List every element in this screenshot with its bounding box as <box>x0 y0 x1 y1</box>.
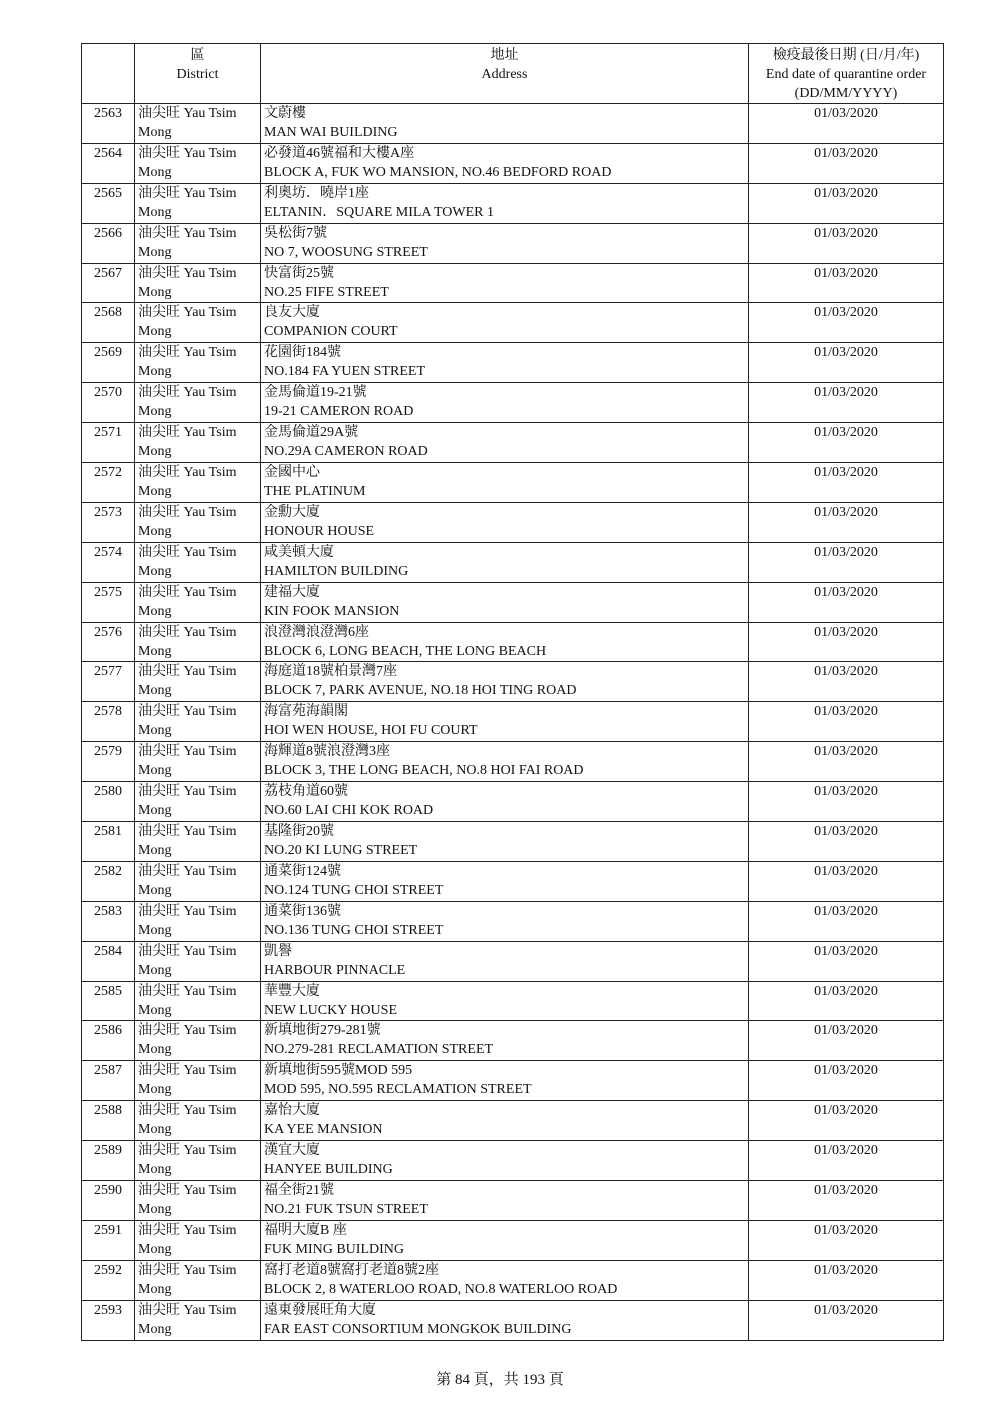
row-end-date: 01/03/2020 <box>749 1220 944 1260</box>
row-address <box>261 782 749 822</box>
row-end-date: 01/03/2020 <box>749 343 944 383</box>
address-english: HONOUR HOUSE <box>264 523 375 539</box>
address-english: HAMILTON BUILDING <box>264 563 409 579</box>
address-chinese: 金國中心 <box>264 465 320 481</box>
row-number: 2579 <box>82 742 135 782</box>
address-english: THE PLATINUM <box>264 484 366 500</box>
address-english: HOI WEN HOUSE, HOI FU COURT <box>264 723 478 739</box>
district-line-2: Mong <box>138 1002 172 1018</box>
table-row <box>82 263 944 303</box>
address-english: FAR EAST CONSORTIUM MONGKOK BUILDING <box>264 1321 572 1337</box>
address-chinese: 新填地街595號MOD 595 <box>264 1063 413 1079</box>
district-line-2: Mong <box>138 404 172 420</box>
address-chinese: 金勳大廈 <box>264 504 320 520</box>
row-number: 2586 <box>82 1021 135 1061</box>
row-number: 2565 <box>82 183 135 223</box>
district-line-2: Mong <box>138 723 172 739</box>
row-number: 2593 <box>82 1300 135 1340</box>
header-district: 區 District <box>135 44 261 104</box>
row-address <box>261 502 749 542</box>
district-line-2: Mong <box>138 164 172 180</box>
district-line-2: Mong <box>138 1281 172 1297</box>
row-district <box>135 463 261 503</box>
row-district <box>135 1061 261 1101</box>
table-row <box>82 104 944 144</box>
row-district <box>135 423 261 463</box>
row-number: 2564 <box>82 143 135 183</box>
address-english: NO.21 FUK TSUN STREET <box>264 1202 428 1218</box>
row-address <box>261 183 749 223</box>
table-row <box>82 1141 944 1181</box>
row-end-date: 01/03/2020 <box>749 1061 944 1101</box>
district-line-2: Mong <box>138 643 172 659</box>
row-district <box>135 622 261 662</box>
district-line-2: Mong <box>138 1321 172 1337</box>
table-row <box>82 383 944 423</box>
address-chinese: 必發道46號福和大樓A座 <box>264 145 415 161</box>
table-row <box>82 463 944 503</box>
district-line-1: 油尖旺 Yau Tsim <box>138 425 237 441</box>
quarantine-table <box>81 43 944 1341</box>
row-district <box>135 782 261 822</box>
address-chinese: 嘉怡大廈 <box>264 1103 320 1119</box>
row-number: 2589 <box>82 1141 135 1181</box>
district-line-2: Mong <box>138 324 172 340</box>
address-english: NO.136 TUNG CHOI STREET <box>264 922 444 938</box>
address-english: NO.184 FA YUEN STREET <box>264 364 425 380</box>
row-district <box>135 542 261 582</box>
address-english: BLOCK 2, 8 WATERLOO ROAD, NO.8 WATERLOO ROAD <box>264 1281 618 1297</box>
row-address <box>261 662 749 702</box>
district-line-2: Mong <box>138 922 172 938</box>
row-address <box>261 343 749 383</box>
row-end-date: 01/03/2020 <box>749 183 944 223</box>
row-address <box>261 423 749 463</box>
district-line-1: 油尖旺 Yau Tsim <box>138 824 237 840</box>
row-address <box>261 861 749 901</box>
header-number <box>82 44 135 104</box>
address-chinese: 金馬倫道19-21號 <box>264 385 367 401</box>
address-chinese: 通菜街136號 <box>264 903 341 919</box>
row-number: 2570 <box>82 383 135 423</box>
table-row <box>82 941 944 981</box>
row-district <box>135 861 261 901</box>
table-row <box>82 662 944 702</box>
row-end-date: 01/03/2020 <box>749 941 944 981</box>
row-address <box>261 1181 749 1221</box>
address-english: ELTANIN．SQUARE MILA TOWER 1 <box>264 204 495 220</box>
address-english: FUK MING BUILDING <box>264 1241 404 1257</box>
district-line-2: Mong <box>138 444 172 460</box>
row-district <box>135 1021 261 1061</box>
table-row <box>82 1181 944 1221</box>
table-row <box>82 343 944 383</box>
address-english: NO.124 TUNG CHOI STREET <box>264 882 444 898</box>
table-row <box>82 303 944 343</box>
row-district <box>135 263 261 303</box>
row-end-date: 01/03/2020 <box>749 662 944 702</box>
district-line-1: 油尖旺 Yau Tsim <box>138 504 237 520</box>
row-district <box>135 981 261 1021</box>
address-chinese: 窩打老道8號窩打老道8號2座 <box>264 1262 439 1278</box>
row-address <box>261 303 749 343</box>
address-chinese: 新填地街279-281號 <box>264 1023 381 1039</box>
row-end-date: 01/03/2020 <box>749 463 944 503</box>
row-address <box>261 463 749 503</box>
address-chinese: 花園街184號 <box>264 345 341 361</box>
district-line-1: 油尖旺 Yau Tsim <box>138 544 237 560</box>
district-line-2: Mong <box>138 284 172 300</box>
row-address <box>261 622 749 662</box>
row-district <box>135 1300 261 1340</box>
address-english: BLOCK 3, THE LONG BEACH, NO.8 HOI FAI ROAD <box>264 763 584 779</box>
row-number: 2583 <box>82 901 135 941</box>
table-row <box>82 782 944 822</box>
row-address <box>261 223 749 263</box>
address-chinese: 漢宜大廈 <box>264 1143 320 1159</box>
row-address <box>261 981 749 1021</box>
row-district <box>135 1101 261 1141</box>
row-end-date: 01/03/2020 <box>749 702 944 742</box>
district-line-1: 油尖旺 Yau Tsim <box>138 584 237 600</box>
row-address <box>261 143 749 183</box>
row-number: 2574 <box>82 542 135 582</box>
row-end-date: 01/03/2020 <box>749 143 944 183</box>
row-number: 2575 <box>82 582 135 622</box>
district-line-1: 油尖旺 Yau Tsim <box>138 664 237 680</box>
table-row <box>82 582 944 622</box>
row-end-date: 01/03/2020 <box>749 263 944 303</box>
address-chinese: 吳松街7號 <box>264 225 327 241</box>
row-district <box>135 582 261 622</box>
district-line-2: Mong <box>138 683 172 699</box>
district-line-1: 油尖旺 Yau Tsim <box>138 225 237 241</box>
district-line-1: 油尖旺 Yau Tsim <box>138 1103 237 1119</box>
address-chinese: 海輝道8號浪澄灣3座 <box>264 744 390 760</box>
row-end-date: 01/03/2020 <box>749 1181 944 1221</box>
address-english: HANYEE BUILDING <box>264 1162 393 1178</box>
row-address <box>261 702 749 742</box>
row-end-date: 01/03/2020 <box>749 303 944 343</box>
district-line-1: 油尖旺 Yau Tsim <box>138 624 237 640</box>
district-line-1: 油尖旺 Yau Tsim <box>138 1262 237 1278</box>
district-line-2: Mong <box>138 763 172 779</box>
row-number: 2572 <box>82 463 135 503</box>
district-line-2: Mong <box>138 962 172 978</box>
row-end-date: 01/03/2020 <box>749 782 944 822</box>
district-line-2: Mong <box>138 1202 172 1218</box>
row-district <box>135 183 261 223</box>
address-english: NEW LUCKY HOUSE <box>264 1002 397 1018</box>
address-chinese: 快富街25號 <box>264 265 334 281</box>
row-district <box>135 702 261 742</box>
row-number: 2571 <box>82 423 135 463</box>
row-district <box>135 143 261 183</box>
address-english: MOD 595, NO.595 RECLAMATION STREET <box>264 1082 532 1098</box>
district-line-1: 油尖旺 Yau Tsim <box>138 1023 237 1039</box>
district-line-1: 油尖旺 Yau Tsim <box>138 903 237 919</box>
row-number: 2568 <box>82 303 135 343</box>
address-chinese: 通菜街124號 <box>264 863 341 879</box>
row-end-date: 01/03/2020 <box>749 502 944 542</box>
row-end-date: 01/03/2020 <box>749 1141 944 1181</box>
district-line-2: Mong <box>138 204 172 220</box>
header-address: 地址 Address <box>261 44 749 104</box>
row-number: 2566 <box>82 223 135 263</box>
row-district <box>135 662 261 702</box>
row-end-date: 01/03/2020 <box>749 861 944 901</box>
row-address <box>261 742 749 782</box>
district-line-2: Mong <box>138 882 172 898</box>
table-row <box>82 223 944 263</box>
address-chinese: 良友大廈 <box>264 305 320 321</box>
row-number: 2587 <box>82 1061 135 1101</box>
district-line-2: Mong <box>138 843 172 859</box>
district-line-2: Mong <box>138 125 172 140</box>
district-line-1: 油尖旺 Yau Tsim <box>138 1302 237 1318</box>
row-end-date: 01/03/2020 <box>749 901 944 941</box>
row-number: 2588 <box>82 1101 135 1141</box>
district-line-1: 油尖旺 Yau Tsim <box>138 1222 237 1238</box>
address-english: BLOCK A, FUK WO MANSION, NO.46 BEDFORD ROAD <box>264 164 612 180</box>
address-chinese: 建福大廈 <box>264 584 320 600</box>
row-address <box>261 1101 749 1141</box>
row-number: 2582 <box>82 861 135 901</box>
address-chinese: 遠東發展旺角大廈 <box>264 1302 376 1318</box>
row-number: 2573 <box>82 502 135 542</box>
row-district <box>135 822 261 862</box>
table-row <box>82 542 944 582</box>
district-line-2: Mong <box>138 1162 172 1178</box>
table-row <box>82 901 944 941</box>
address-english: NO.29A CAMERON ROAD <box>264 444 428 460</box>
row-address <box>261 822 749 862</box>
table-row <box>82 861 944 901</box>
district-line-1: 油尖旺 Yau Tsim <box>138 385 237 401</box>
row-end-date: 01/03/2020 <box>749 1300 944 1340</box>
row-number: 2563 <box>82 104 135 144</box>
address-english: NO.20 KI LUNG STREET <box>264 843 418 859</box>
address-chinese: 咸美頓大廈 <box>264 544 334 560</box>
row-district <box>135 901 261 941</box>
district-line-1: 油尖旺 Yau Tsim <box>138 704 237 720</box>
header-end-date: 檢疫最後日期 (日/月/年) End date of quarantine order (DD/MM/YYYY) <box>749 44 944 104</box>
table-row <box>82 702 944 742</box>
row-end-date: 01/03/2020 <box>749 1260 944 1300</box>
row-end-date: 01/03/2020 <box>749 542 944 582</box>
row-address <box>261 542 749 582</box>
row-district <box>135 1141 261 1181</box>
row-end-date: 01/03/2020 <box>749 1101 944 1141</box>
address-english: KA YEE MANSION <box>264 1122 383 1138</box>
district-line-2: Mong <box>138 484 172 500</box>
table-row <box>82 981 944 1021</box>
row-end-date: 01/03/2020 <box>749 383 944 423</box>
address-english: NO.25 FIFE STREET <box>264 284 389 300</box>
table-row <box>82 423 944 463</box>
row-address <box>261 1061 749 1101</box>
address-english: MAN WAI BUILDING <box>264 125 398 140</box>
address-english: NO 7, WOOSUNG STREET <box>264 244 428 260</box>
row-number: 2584 <box>82 941 135 981</box>
table-row <box>82 1300 944 1340</box>
row-district <box>135 1181 261 1221</box>
district-line-1: 油尖旺 Yau Tsim <box>138 1063 237 1079</box>
address-chinese: 福全街21號 <box>264 1183 334 1199</box>
district-line-2: Mong <box>138 523 172 539</box>
row-end-date: 01/03/2020 <box>749 1021 944 1061</box>
table-header-row <box>82 44 944 104</box>
district-line-1: 油尖旺 Yau Tsim <box>138 265 237 281</box>
row-number: 2590 <box>82 1181 135 1221</box>
row-district <box>135 104 261 144</box>
address-english: HARBOUR PINNACLE <box>264 962 406 978</box>
row-end-date: 01/03/2020 <box>749 822 944 862</box>
address-chinese: 金馬倫道29A號 <box>264 425 359 441</box>
row-address <box>261 1220 749 1260</box>
row-end-date: 01/03/2020 <box>749 104 944 144</box>
table-row <box>82 1260 944 1300</box>
table-row <box>82 143 944 183</box>
district-line-1: 油尖旺 Yau Tsim <box>138 784 237 800</box>
row-address <box>261 582 749 622</box>
row-address <box>261 383 749 423</box>
table-row <box>82 1101 944 1141</box>
row-number: 2591 <box>82 1220 135 1260</box>
address-chinese: 文蔚樓 <box>264 106 306 121</box>
table-row <box>82 742 944 782</box>
table-row <box>82 622 944 662</box>
district-line-2: Mong <box>138 1241 172 1257</box>
district-line-2: Mong <box>138 563 172 579</box>
address-chinese: 利奧坊．曉岸1座 <box>264 185 369 201</box>
address-english: BLOCK 7, PARK AVENUE, NO.18 HOI TING ROAD <box>264 683 577 699</box>
district-line-1: 油尖旺 Yau Tsim <box>138 345 237 361</box>
district-line-1: 油尖旺 Yau Tsim <box>138 106 237 121</box>
row-address <box>261 901 749 941</box>
row-address <box>261 104 749 144</box>
row-end-date: 01/03/2020 <box>749 582 944 622</box>
row-district <box>135 383 261 423</box>
row-end-date: 01/03/2020 <box>749 423 944 463</box>
row-end-date: 01/03/2020 <box>749 742 944 782</box>
district-line-1: 油尖旺 Yau Tsim <box>138 305 237 321</box>
address-english: COMPANION COURT <box>264 324 398 340</box>
row-district <box>135 343 261 383</box>
row-district <box>135 1220 261 1260</box>
row-district <box>135 742 261 782</box>
row-district <box>135 502 261 542</box>
address-english: NO.279-281 RECLAMATION STREET <box>264 1042 494 1058</box>
row-address <box>261 1141 749 1181</box>
table-row <box>82 1220 944 1260</box>
row-number: 2576 <box>82 622 135 662</box>
address-chinese: 海庭道18號柏景灣7座 <box>264 664 397 680</box>
district-line-1: 油尖旺 Yau Tsim <box>138 1183 237 1199</box>
row-address <box>261 263 749 303</box>
row-number: 2569 <box>82 343 135 383</box>
row-number: 2567 <box>82 263 135 303</box>
address-english: BLOCK 6, LONG BEACH, THE LONG BEACH <box>264 643 547 659</box>
row-district <box>135 1260 261 1300</box>
row-number: 2578 <box>82 702 135 742</box>
row-address <box>261 1021 749 1061</box>
table-row <box>82 822 944 862</box>
address-chinese: 海富苑海韻閣 <box>264 704 348 720</box>
district-line-2: Mong <box>138 603 172 619</box>
district-line-1: 油尖旺 Yau Tsim <box>138 1143 237 1159</box>
table-row <box>82 1021 944 1061</box>
address-chinese: 基隆街20號 <box>264 824 334 840</box>
row-address <box>261 1260 749 1300</box>
address-english: NO.60 LAI CHI KOK ROAD <box>264 803 434 819</box>
row-address <box>261 941 749 981</box>
district-line-1: 油尖旺 Yau Tsim <box>138 465 237 481</box>
table-row <box>82 502 944 542</box>
row-district <box>135 303 261 343</box>
row-number: 2592 <box>82 1260 135 1300</box>
address-chinese: 凱譽 <box>264 943 292 959</box>
row-number: 2580 <box>82 782 135 822</box>
page-footer: 第 84 頁，共 193 頁 <box>436 1372 564 1388</box>
district-line-1: 油尖旺 Yau Tsim <box>138 145 237 161</box>
address-english: KIN FOOK MANSION <box>264 603 400 619</box>
row-end-date: 01/03/2020 <box>749 223 944 263</box>
row-end-date: 01/03/2020 <box>749 622 944 662</box>
district-line-2: Mong <box>138 364 172 380</box>
district-line-2: Mong <box>138 244 172 260</box>
district-line-2: Mong <box>138 1122 172 1138</box>
row-number: 2577 <box>82 662 135 702</box>
address-english: 19-21 CAMERON ROAD <box>264 404 414 420</box>
row-district <box>135 941 261 981</box>
district-line-1: 油尖旺 Yau Tsim <box>138 744 237 760</box>
row-number: 2585 <box>82 981 135 1021</box>
address-chinese: 浪澄灣浪澄灣6座 <box>264 624 369 640</box>
table-row <box>82 1061 944 1101</box>
row-number: 2581 <box>82 822 135 862</box>
district-line-1: 油尖旺 Yau Tsim <box>138 185 237 201</box>
address-chinese: 荔枝角道60號 <box>264 784 348 800</box>
row-district <box>135 223 261 263</box>
district-line-2: Mong <box>138 1082 172 1098</box>
address-chinese: 華豐大廈 <box>264 983 320 999</box>
table-row <box>82 183 944 223</box>
address-chinese: 福明大廈B 座 <box>264 1222 347 1238</box>
row-address <box>261 1300 749 1340</box>
district-line-1: 油尖旺 Yau Tsim <box>138 863 237 879</box>
district-line-1: 油尖旺 Yau Tsim <box>138 943 237 959</box>
district-line-1: 油尖旺 Yau Tsim <box>138 983 237 999</box>
district-line-2: Mong <box>138 803 172 819</box>
district-line-2: Mong <box>138 1042 172 1058</box>
row-end-date: 01/03/2020 <box>749 981 944 1021</box>
